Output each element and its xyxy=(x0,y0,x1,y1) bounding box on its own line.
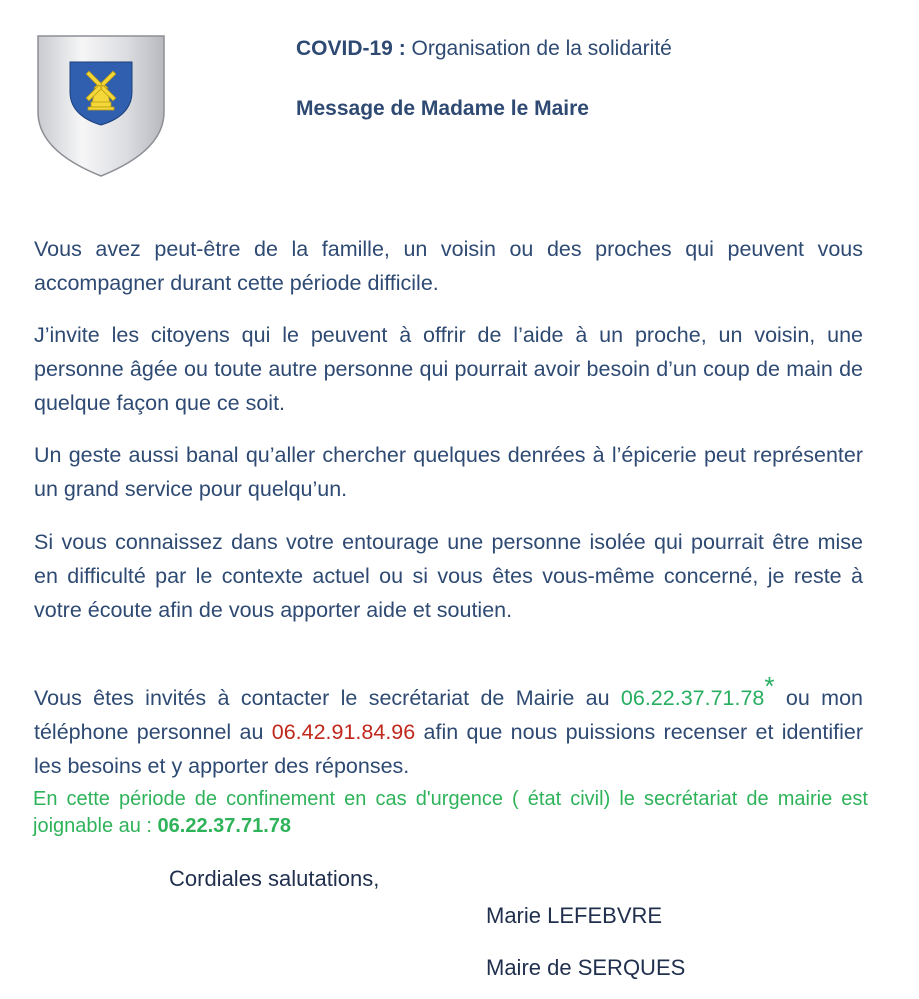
paragraph-4: Si vous connaissez dans votre entourage une personne isolée qui pourrait être mise en difficulté par le contexte actuel ou si vous êtes vous-même concerné, je reste à votre écoute afin de vous apporter aide et soutien. xyxy=(34,530,863,622)
signatory-name: Marie LEFEBVRE xyxy=(486,903,663,928)
paragraph-2: J’invite les citoyens qui le peuvent à offrir de l’aide à un proche, un voisin, une personne âgée ou toute autre personne qui pourrait avoir besoin d’un coup de main de quelque façon que ce soit. xyxy=(34,323,863,415)
urgent-text: En cette période de confinement en cas d'urgence ( état civil) le secrétariat de mairie est joignable au : xyxy=(33,788,868,837)
paragraph-1: Vous avez peut-être de la famille, un voisin ou des proches qui peuvent vous accompagner durant cette période difficile. xyxy=(34,237,863,295)
phone-personal[interactable]: 06.42.91.84.96 xyxy=(271,720,416,744)
salutation: Cordiales salutations, xyxy=(169,866,380,891)
windmill-coat-of-arms-icon xyxy=(36,34,166,178)
phone-mairie[interactable]: 06.22.37.71.78 xyxy=(620,686,765,710)
page-title xyxy=(296,37,672,61)
signatory-role: Maire de SERQUES xyxy=(486,955,686,980)
asterisk-mark: * xyxy=(764,671,775,701)
title-rest: Organisation de la solidarité xyxy=(411,37,672,60)
paragraph-3: Un geste aussi banal qu’aller chercher quelques denrées à l’épicerie peut représenter un grand service pour quelqu’un. xyxy=(34,443,863,501)
page-subtitle: Message de Madame le Maire xyxy=(296,97,589,120)
urgent-notice xyxy=(33,786,868,840)
contact-text-2: ou mon téléphone personnel au xyxy=(34,686,863,744)
title-bold: COVID-19 : xyxy=(296,37,406,60)
contact-paragraph xyxy=(34,671,864,783)
contact-text-1: Vous êtes invités à contacter le secrétariat de Mairie au xyxy=(34,686,621,710)
urgent-phone[interactable]: 06.22.37.71.78 xyxy=(157,815,292,837)
contact-text-3: afin que nous puissions recenser et identifier les besoins et y apporter des réponses. xyxy=(34,720,864,778)
